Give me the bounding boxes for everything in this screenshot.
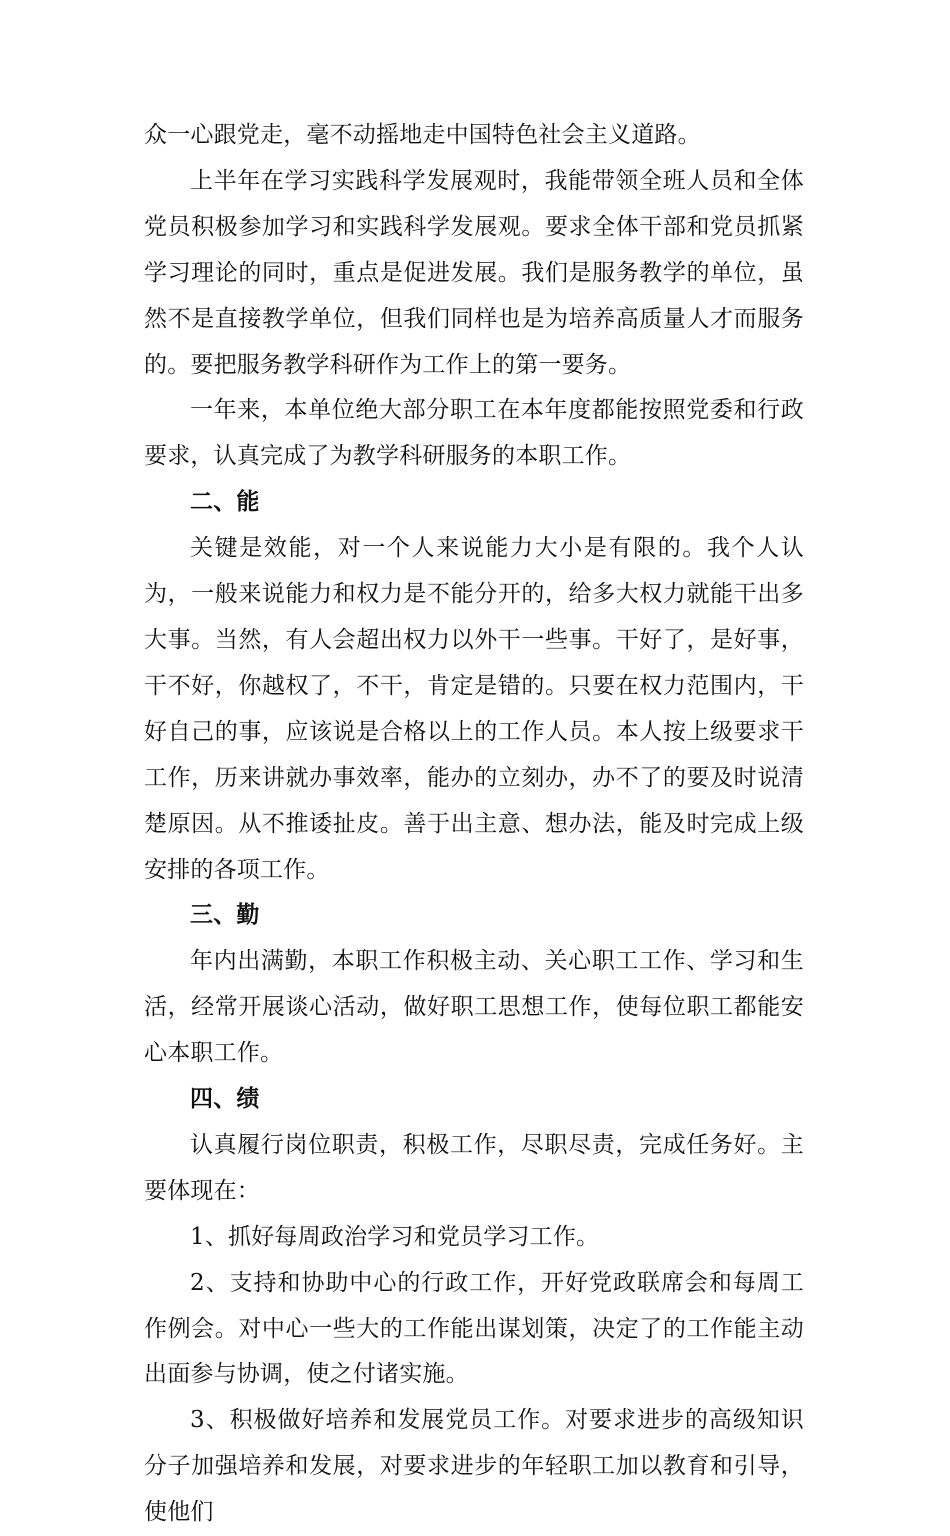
section-heading-diligence: 三、勤	[190, 902, 260, 929]
list-item-1: 1、抓好每周政治学习和党员学习工作。	[190, 1223, 600, 1250]
document-page	[144, 113, 804, 1536]
paragraph-2: 上半年在学习实践科学发展观时，我能带领全班人员和全体党员积极参加学习和实践科学发展观。要求全体干部和党员抓紧学习理论的同时，重点是促进发展。我们是服务教学的单位，虽然不是直接教学单位，但我们同样也是为培养高质量人才而服务的。要把服务教学科研作为工作上的第一要务。	[144, 167, 804, 378]
paragraph-3: 一年来，本单位绝大部分职工在本年度都能按照党委和行政要求，认真完成了为教学科研服务的本职工作。	[144, 397, 804, 470]
section-heading-ability: 二、能	[190, 489, 260, 516]
section-heading-achievement: 四、绩	[190, 1086, 260, 1113]
paragraph-ability: 关键是效能，对一个人来说能力大小是有限的。我个人认为，一般来说能力和权力是不能分开的，给多大权力就能干出多大事。当然，有人会超出权力以外干一些事。干好了，是好事，干不好，你越权了，不干，肯定是错的。只要在权力范围内，干好自己的事，应该说是合格以上的工作人员。本人按上级要求干工作，历来讲就办事效率，能办的立刻办，办不了的要及时说清楚原因。从不推诿扯皮。善于出主意、想办法，能及时完成上级安排的各项工作。	[144, 535, 804, 883]
paragraph-diligence: 年内出满勤，本职工作积极主动、关心职工工作、学习和生活，经常开展谈心活动，做好职工思想工作，使每位职工都能安心本职工作。	[144, 948, 804, 1067]
list-item-2: 2、支持和协助中心的行政工作，开好党政联席会和每周工作例会。对中心一些大的工作能出谋划策，决定了的工作能主动出面参与协调，使之付诸实施。	[144, 1269, 804, 1388]
paragraph-achievement-intro: 认真履行岗位职责，积极工作，尽职尽责，完成任务好。主要体现在：	[144, 1131, 804, 1204]
paragraph-1: 众一心跟党走，毫不动摇地走中国特色社会主义道路。	[144, 122, 701, 148]
list-item-3: 3、积极做好培养和发展党员工作。对要求进步的高级知识分子加强培养和发展，对要求进步的年轻职工加以教育和引导，使他们	[144, 1407, 804, 1526]
